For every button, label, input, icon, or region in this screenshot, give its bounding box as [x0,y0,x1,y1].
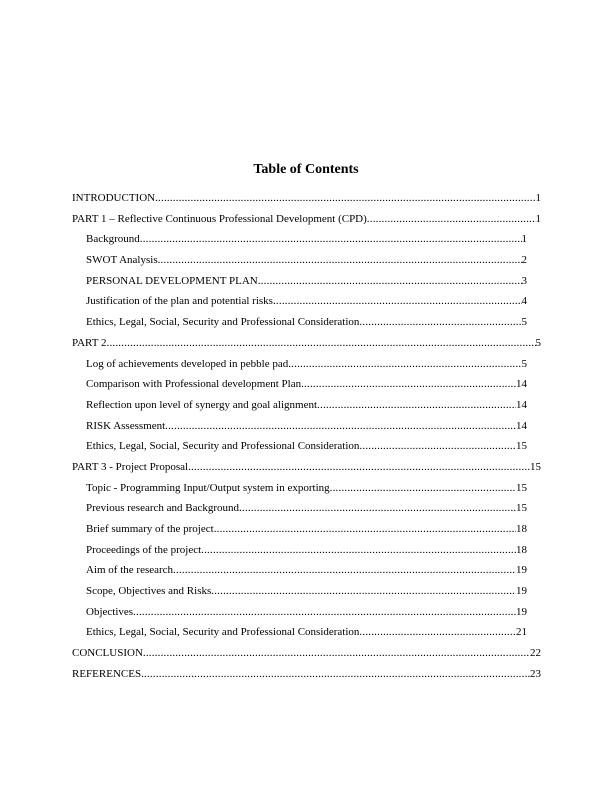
toc-link[interactable] [0,498,612,519]
toc-entry-swot-analysis[interactable] [0,250,612,271]
toc-link[interactable] [0,478,612,499]
toc-link[interactable] [0,250,612,271]
toc-entry-personal-development-plan[interactable] [0,271,612,292]
toc-entry-page: 14 [516,419,527,432]
toc-link[interactable] [0,188,612,209]
toc-entry-proceedings[interactable] [0,540,612,561]
dot-leader [188,457,530,478]
toc-entry-label: Background [86,229,140,250]
toc-link[interactable] [0,581,612,602]
toc-entry-comparison[interactable] [0,374,612,395]
toc-link[interactable] [0,271,612,292]
toc-entry-label: PERSONAL DEVELOPMENT PLAN [86,271,258,292]
dot-leader [367,209,536,230]
dot-leader [158,250,522,271]
toc-entry-label: RISK Assessment [86,416,165,437]
dot-leader [140,229,522,250]
toc-link[interactable] [0,416,612,437]
toc-link[interactable] [0,622,612,643]
toc-entry-page: 4 [521,295,527,308]
dot-leader [359,622,516,643]
toc-entry-label: Justification of the plan and potential risks [86,291,273,312]
toc-entry-page: 15 [516,481,527,494]
dot-leader [107,333,536,354]
dot-leader [211,581,516,602]
dot-leader [133,602,516,623]
toc-link[interactable] [0,374,612,395]
toc-entry-references[interactable] [0,664,612,685]
toc-entry-page: 19 [516,605,527,618]
toc-entry-justification[interactable] [0,291,612,312]
toc-link[interactable] [0,395,612,416]
dot-leader [258,271,522,292]
dot-leader [214,519,516,540]
toc-entry-page: 2 [521,254,527,267]
toc-entry-label: CONCLUSION [72,643,143,664]
toc-entry-aim[interactable] [0,560,612,581]
toc-entry-scope[interactable] [0,581,612,602]
dot-leader [165,416,516,437]
toc-entry-page: 1 [535,192,541,204]
toc-link[interactable] [0,333,612,354]
toc-entry-page: 15 [516,502,527,515]
toc-entry-page: 5 [521,357,527,370]
toc-entry-label: REFERENCES [72,664,141,685]
toc-entry-label: Objectives [86,602,133,623]
toc-entry-page: 14 [516,378,527,391]
toc-entry-page: 15 [530,460,541,473]
dot-leader [288,354,521,375]
toc-entry-page: 22 [530,647,541,660]
toc-entry-page: 23 [530,667,541,680]
toc-entry-label: Brief summary of the project [86,519,214,540]
toc-entry-label: PART 3 - Project Proposal [72,457,188,478]
toc-link[interactable] [0,436,612,457]
dot-leader [201,540,516,561]
toc-entry-label: Log of achievements developed in pebble pad [86,354,288,375]
toc-entry-page: 19 [516,564,527,577]
toc-entry-ethics-part-2[interactable] [0,436,612,457]
toc-title: Table of Contents [253,162,359,177]
toc-entry-page: 19 [516,585,527,598]
toc-link[interactable] [0,540,612,561]
toc-entry-reflection[interactable] [0,395,612,416]
dot-leader [317,395,516,416]
toc-entry-log-of-achievements[interactable] [0,354,612,375]
toc-link[interactable] [0,291,612,312]
toc-entry-page: 18 [516,523,527,535]
toc-link[interactable] [0,354,612,375]
toc-entry-label: Previous research and Background [86,498,239,519]
toc-entry-label: PART 2 [72,333,107,354]
toc-entry-part-1[interactable] [0,209,612,230]
toc-entry-objectives[interactable] [0,602,612,623]
toc-entry-page: 5 [521,316,527,329]
toc-link[interactable] [0,209,612,230]
toc-entry-page: 1 [521,233,527,246]
toc-link[interactable] [0,229,612,250]
toc-link[interactable] [0,602,612,623]
toc-link[interactable] [0,519,612,540]
toc-entry-page: 14 [516,398,527,411]
toc-entry-part-2[interactable] [0,333,612,354]
toc-entry-brief-summary[interactable] [0,519,612,540]
toc-entry-ethics-part-3[interactable] [0,622,612,643]
dot-leader [141,664,530,685]
toc-entry-background[interactable] [0,229,612,250]
dot-leader [173,560,516,581]
toc-entry-label: Scope, Objectives and Risks [86,581,211,602]
dot-leader [359,436,516,457]
dot-leader [155,188,535,209]
toc-list [0,188,612,685]
toc-entry-page: 1 [535,212,541,225]
toc-entry-label: Proceedings of the project [86,540,201,561]
toc-link[interactable] [0,643,612,664]
toc-entry-label: Comparison with Professional development Plan [86,374,301,395]
toc-link[interactable] [0,664,612,685]
toc-entry-label: Reflection upon level of synergy and goal alignment [86,395,317,416]
dot-leader [239,498,516,519]
toc-entry-page: 15 [516,440,527,453]
toc-entry-label: Aim of the research [86,560,173,581]
toc-entry-part-3[interactable] [0,457,612,478]
toc-entry-page: 3 [521,274,527,287]
toc-entry-label: PART 1 – Reflective Continuous Professional Development (CPD) [72,209,367,230]
toc-entry-label: INTRODUCTION [72,188,155,209]
toc-entry-topic[interactable] [0,478,612,499]
toc-entry-label: Topic - Programming Input/Output system in exporting [86,478,330,499]
toc-entry-previous-research[interactable] [0,498,612,519]
toc-entry-label: Ethics, Legal, Social, Security and Professional Consideration [86,622,359,643]
toc-entry-page: 18 [516,543,527,556]
toc-entry-label: Ethics, Legal, Social, Security and Professional Consideration [86,312,359,333]
toc-link[interactable] [0,560,612,581]
dot-leader [273,291,522,312]
toc-entry-introduction[interactable] [0,188,612,209]
toc-entry-label: Ethics, Legal, Social, Security and Professional Consideration [86,436,359,457]
toc-link[interactable] [0,457,612,478]
dot-leader [330,478,516,499]
toc-entry-label: SWOT Analysis [86,250,158,271]
toc-link[interactable] [0,312,612,333]
toc-entry-conclusion[interactable] [0,643,612,664]
toc-entry-page: 5 [535,336,541,349]
dot-leader [301,374,516,395]
toc-entry-ethics-part-1[interactable] [0,312,612,333]
dot-leader [359,312,521,333]
dot-leader [143,643,530,664]
toc-entry-risk-assessment[interactable] [0,416,612,437]
toc-entry-page: 21 [516,626,527,639]
